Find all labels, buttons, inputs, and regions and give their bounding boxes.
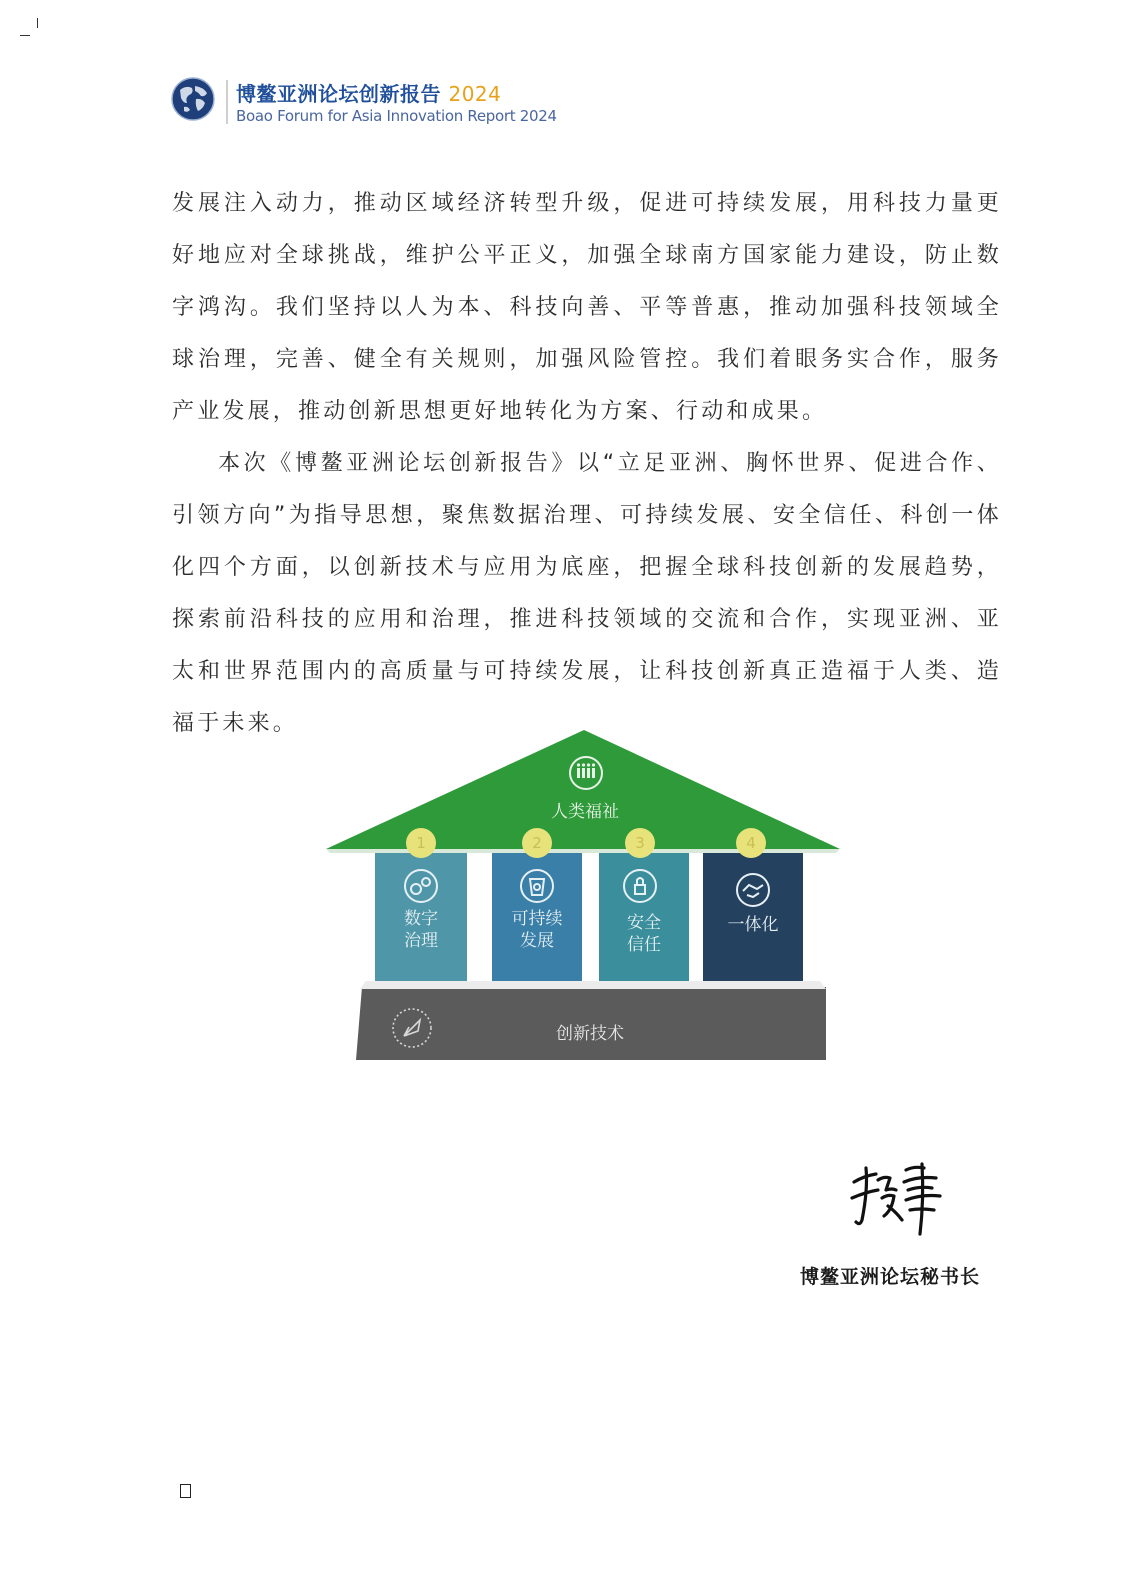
pillar-number: 3 [625,828,655,858]
report-header [170,74,570,130]
globe-logo-icon [170,76,216,122]
house-diagram [320,725,850,1065]
pillar-label: 数字 治理 [404,909,438,951]
pillar-number: 2 [522,828,552,858]
pillar-number: 4 [736,828,766,858]
pillar-label: 安全 信任 [627,913,661,955]
pillar-number: 1 [406,828,436,858]
pillar-label: 可持续 发展 [511,909,563,951]
paragraph: 发展注入动力，推动区域经济转型升级，促进可持续发展，用科技力量更好地应对全球挑战，维护公平正义，加强全球南方国家能力建设，防止数字鸿沟。我们坚持以人为本、科技向善、平等普惠，推动加强科技领域全球治理，完善、健全有关规则，加强风险管控。我们着眼务实合作，服务产业发展，推动创新思想更好地转化为方案、行动和成果。 [172,191,1002,424]
page-marker [180,1484,191,1498]
roof-label: 人类福祉 [551,802,619,822]
header-title-cn: 博鳌亚洲论坛创新报告 2024 [236,82,502,106]
paragraph: 本次《博鳌亚洲论坛创新报告》以“立足亚洲、胸怀世界、促进合作、引领方向”为指导思想，聚焦数据治理、可持续发展、安全信任、科创一体化四个方面，以创新技术与应用为底座，把握全球科技创新的发展趋势，探索前沿科技的应用和治理，推进科技领域的交流和合作，实现亚洲、亚太和世界范围内的高质量与可持续发展，让科技创新真正造福于人类、造福于未来。 [172,451,1002,736]
base-label: 创新技术 [556,1024,624,1044]
crop-mark [20,18,40,38]
header-title-en: Boao Forum for Asia Innovation Report 2024 [236,107,557,125]
handwritten-signature [848,1160,948,1238]
signatory-title: 博鳌亚洲论坛秘书长 [800,1266,981,1288]
pillar-label: 一体化 [727,915,779,935]
body-text [172,178,1002,750]
